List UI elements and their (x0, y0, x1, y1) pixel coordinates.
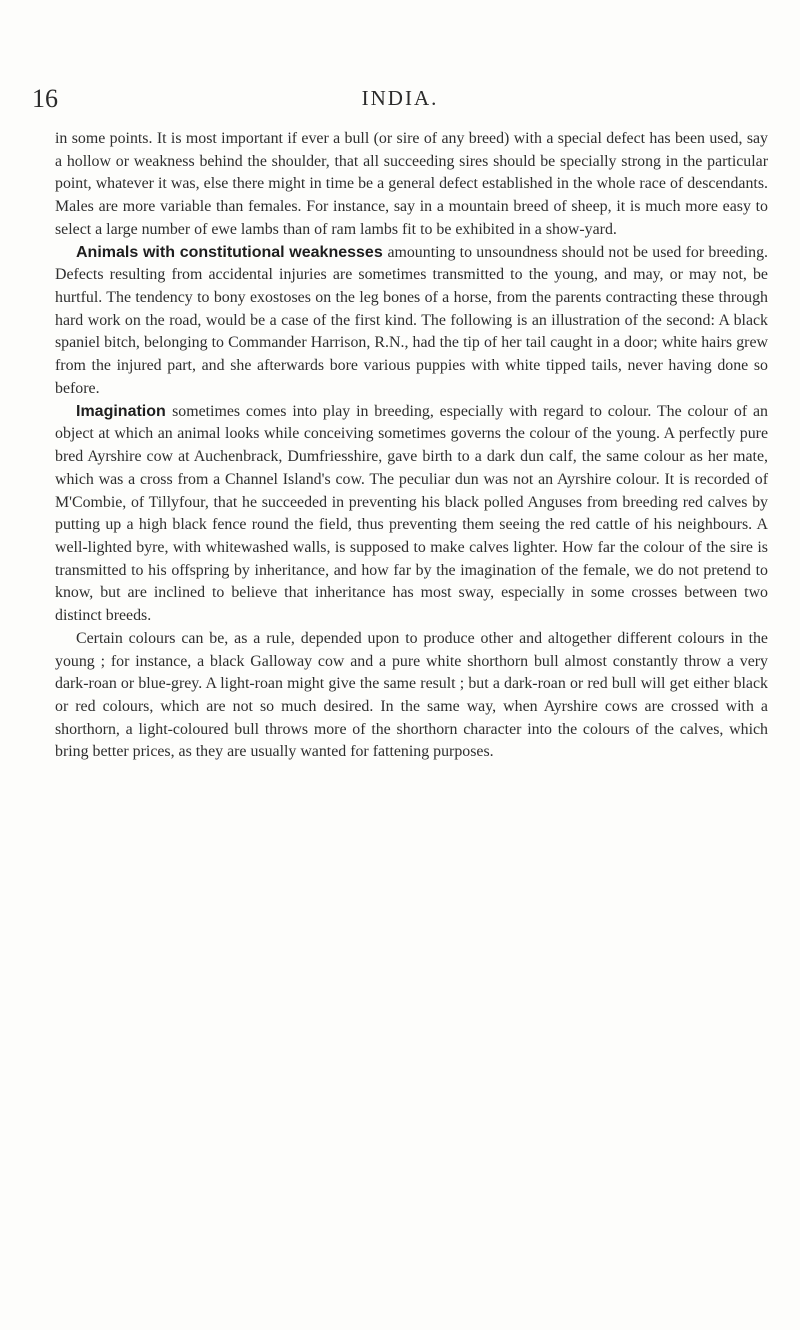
paragraph (55, 401, 768, 628)
running-head: INDIA. (361, 86, 439, 110)
paragraph-text: sometimes comes into play in breeding, especially with regard to colour. The colour of an object at which an animal looks while conceiving sometimes governs the colour of the young. A perfectly pure bred Ayrshire cow at Auchenbrack, Dumfriesshire, gave birth to a dark dun calf, the same colour as her mate, which was a cross from a Channel Island's cow. The peculiar dun was not an Ayrshire colour. It is recorded of M'Combie, of Tillyfour, that he succeeded in preventing his black polled Anguses from breeding red calves by putting up a high black fence round the field, thus preventing them seeing the red cattle of his neighbours. A well-lighted byre, with whitewashed walls, is supposed to make calves lighter. How far the colour of the sire is transmitted to his offspring by inheritance, and how far by the imagination of the female, we do not pretend to know, but are inclined to believe that inheritance has most sway, especially in some crosses between two distinct breeds. (55, 402, 768, 625)
page-number: 16 (32, 84, 58, 113)
paragraph-heading: Imagination (76, 402, 173, 420)
paragraph-text: in some points. It is most important if ever a bull (or sire of any breed) with a special defect has been used, say a hollow or weakness behind the shoulder, that all succeeding sires should be specially strong in the particular point, whatever it was, else there might in time be a general defect established in the whole race of descendants. Males are more variable than females. For instance, say in a mountain breed of sheep, it is much more easy to select a large number of ewe lambs than of ram lambs fit to be exhibited in a show-yard. (55, 130, 768, 238)
paragraph-text: amounting to unsoundness should not be used for breeding. Defects resulting from accidental injuries are sometimes transmitted to the young, and may, or may not, be hurtful. The tendency to bony exostoses on the leg bones of a horse, from the parents contracting these through hard work on the road, would be a case of the first kind. The following is an illustration of the second: A black spaniel bitch, belonging to Commander Harrison, R.N., had the tip of her tail caught in a door; white hairs grew from the injured part, and she afterwards bore various puppies with white tipped tails, never having done so before. (55, 243, 768, 397)
paragraph (55, 242, 768, 401)
paragraph-heading: Animals with constitutional weaknesses (76, 243, 388, 261)
paragraph (55, 128, 768, 242)
paragraph-text: Certain colours can be, as a rule, depended upon to produce other and altogether different colours in the young ; for instance, a black Galloway cow and a pure white shorthorn bull almost constantly throw a very dark-roan or blue-grey. A light-roan might give the same result ; but a dark-roan or red bull will get either black or red colours, which are not so much desired. In the same way, when Ayrshire cows are crossed with a shorthorn, a light-coloured bull throws more of the shorthorn character into the colours of the calves, which bring better prices, as they are usually wanted for fattening purposes. (55, 629, 768, 761)
paragraph (55, 628, 768, 764)
body-text (55, 128, 768, 764)
